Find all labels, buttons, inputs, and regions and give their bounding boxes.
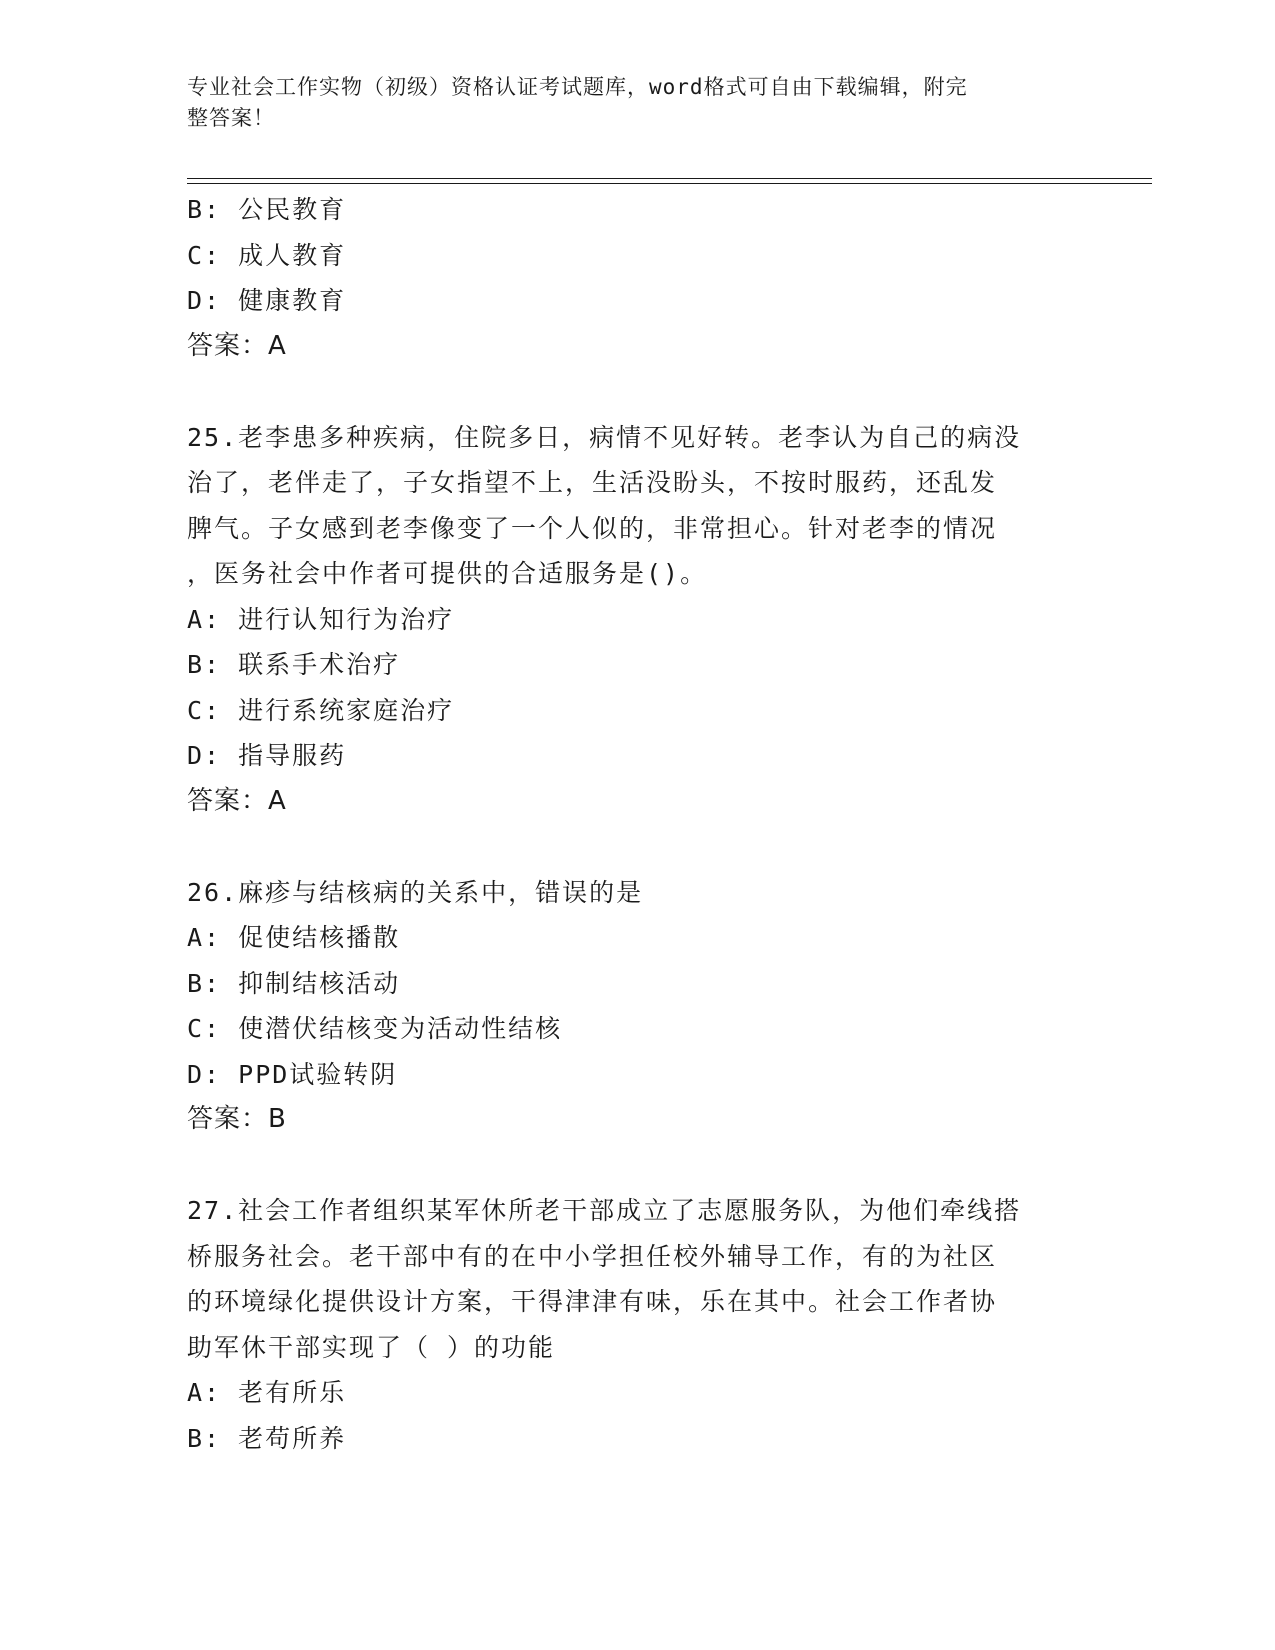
- option-d: D: 健康教育: [187, 286, 347, 315]
- question-block-24: [187, 187, 1087, 369]
- answer: 答案：B: [187, 1104, 287, 1134]
- question-line: 25.老李患多种疾病，住院多日，病情不见好转。老李认为自己的病没: [187, 422, 1022, 452]
- question-line: 的环境绿化提供设计方案，干得津津有味，乐在其中。社会工作者协: [187, 1287, 998, 1316]
- question-block-27: [187, 1188, 1087, 1461]
- question-line: 26.麻疹与结核病的关系中，错误的是: [187, 877, 644, 907]
- option-b: B: 老苟所养: [187, 1423, 347, 1453]
- page-header: [187, 72, 1087, 134]
- question-text: [187, 870, 1087, 916]
- question-line: 治了，老伴走了，子女指望不上，生活没盼头，不按时服药，还乱发: [187, 468, 998, 497]
- question-text: [187, 1188, 1087, 1370]
- question-line: 脾气。子女感到老李像变了一个人似的，非常担心。针对老李的情况: [187, 513, 998, 543]
- question-line: 助军休干部实现了（ ）的功能: [187, 1332, 556, 1362]
- option-a: A: 老有所乐: [187, 1378, 347, 1407]
- option-b: B: 公民教育: [187, 195, 347, 224]
- spacer: [187, 1143, 1087, 1189]
- answer: 答案：A: [187, 785, 287, 816]
- option-d: D: 指导服药: [187, 741, 347, 770]
- option-c: C: 进行系统家庭治疗: [187, 695, 455, 725]
- question-block-26: [187, 870, 1087, 1143]
- question-line: 27.社会工作者组织某军休所老干部成立了志愿服务队，为他们牵线搭: [187, 1196, 1022, 1225]
- option-c: C: 使潜伏结核变为活动性结核: [187, 1014, 563, 1043]
- option-c: C: 成人教育: [187, 240, 347, 270]
- question-block-25: [187, 415, 1087, 825]
- header-rule-bottom: [187, 183, 1152, 184]
- option-b: B: 抑制结核活动: [187, 968, 401, 998]
- spacer: [187, 369, 1087, 415]
- option-a: A: 进行认知行为治疗: [187, 604, 455, 634]
- question-line: 桥服务社会。老干部中有的在中小学担任校外辅导工作，有的为社区: [187, 1241, 998, 1271]
- header-line-1: 专业社会工作实物（初级）资格认证考试题库，word格式可自由下载编辑，附完: [187, 75, 968, 99]
- option-d: D: PPD试验转阴: [187, 1059, 398, 1089]
- question-text: [187, 415, 1087, 597]
- question-list: [187, 187, 1087, 1461]
- option-a: A: 促使结核播散: [187, 923, 401, 952]
- answer: 答案：A: [187, 330, 287, 361]
- spacer: [187, 824, 1087, 870]
- question-line: ，医务社会中作者可提供的合适服务是()。: [187, 559, 708, 588]
- option-b: B: 联系手术治疗: [187, 650, 401, 679]
- header-line-2: 整答案！: [187, 106, 275, 130]
- header-rule-top: [187, 178, 1152, 179]
